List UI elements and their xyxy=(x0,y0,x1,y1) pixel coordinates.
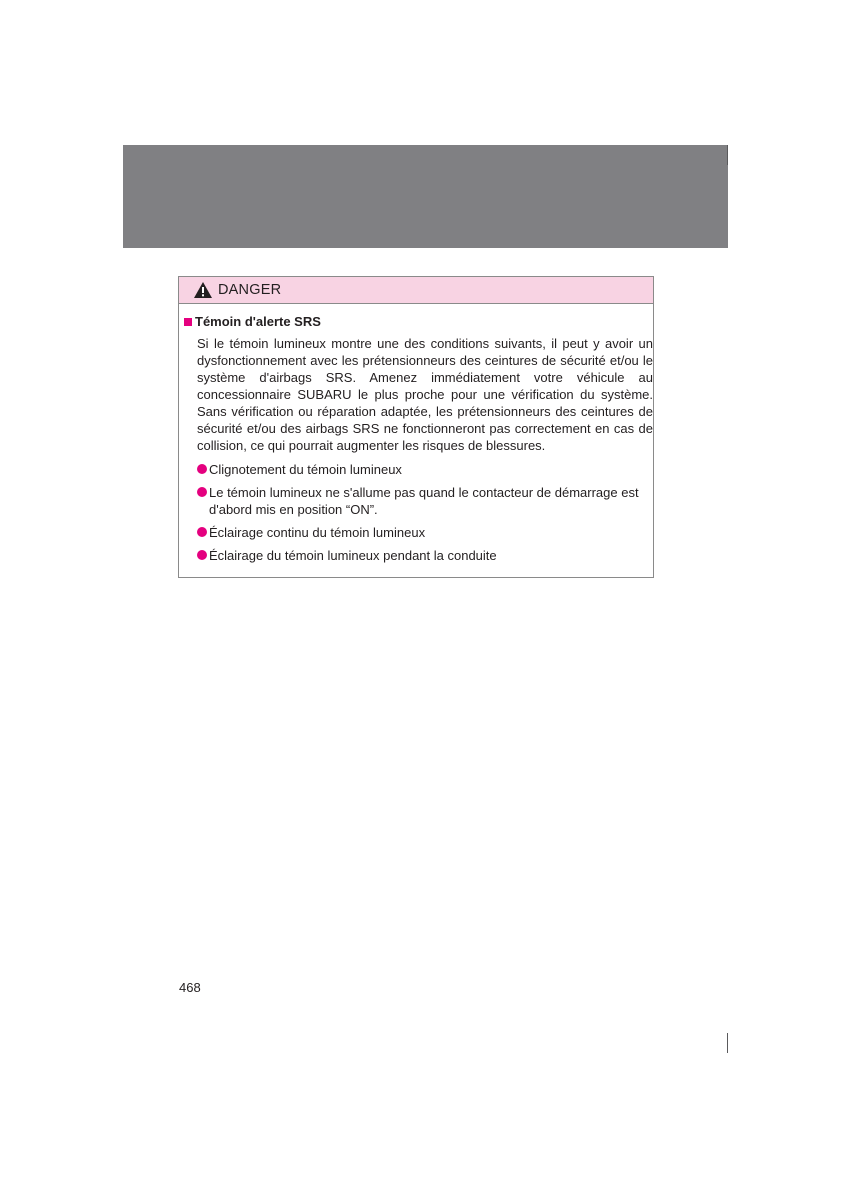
section-title-text: Témoin d'alerte SRS xyxy=(195,314,321,329)
footer-edge-mark xyxy=(727,1033,728,1053)
list-item-text: Éclairage du témoin lumineux pendant la conduite xyxy=(209,548,497,563)
list-item-text: Le témoin lumineux ne s'allume pas quand le contacteur de démarrage est d'abord mis en position “ON”. xyxy=(209,485,639,517)
list-item xyxy=(197,547,657,564)
danger-label: DANGER xyxy=(218,282,282,298)
danger-header xyxy=(179,277,653,304)
danger-paragraph: Si le témoin lumineux montre une des conditions suivants, il peut y avoir un dysfonctionnement avec les prétensionneurs des ceintures de sécurité et/ou le système d'airbags SRS. Amenez immédiatement votre véhicule au concessionnaire SUBARU le plus proche pour une vérification du système. Sans vérification ou réparation adaptée, les prétensionneurs des ceintures de sécurité et/ou des airbags SRS ne fonctionneront pas correctement en cas de collision, ce qui pourrait augmenter les risques de blessures. xyxy=(197,336,653,453)
round-bullet-icon xyxy=(197,487,207,497)
danger-box xyxy=(178,276,654,578)
round-bullet-icon xyxy=(197,464,207,474)
danger-body xyxy=(179,304,653,564)
round-bullet-icon xyxy=(197,527,207,537)
round-bullet-icon xyxy=(197,550,207,560)
condition-list xyxy=(197,461,657,564)
header-edge-mark xyxy=(727,145,728,165)
section-title xyxy=(184,314,649,329)
list-item xyxy=(197,484,657,518)
warning-triangle-icon xyxy=(193,281,213,299)
header-band xyxy=(123,145,728,248)
page-number: 468 xyxy=(179,980,201,995)
square-bullet-icon xyxy=(184,318,192,326)
list-item xyxy=(197,524,657,541)
list-item xyxy=(197,461,657,478)
list-item-text: Clignotement du témoin lumineux xyxy=(209,462,402,477)
list-item-text: Éclairage continu du témoin lumineux xyxy=(209,525,426,540)
